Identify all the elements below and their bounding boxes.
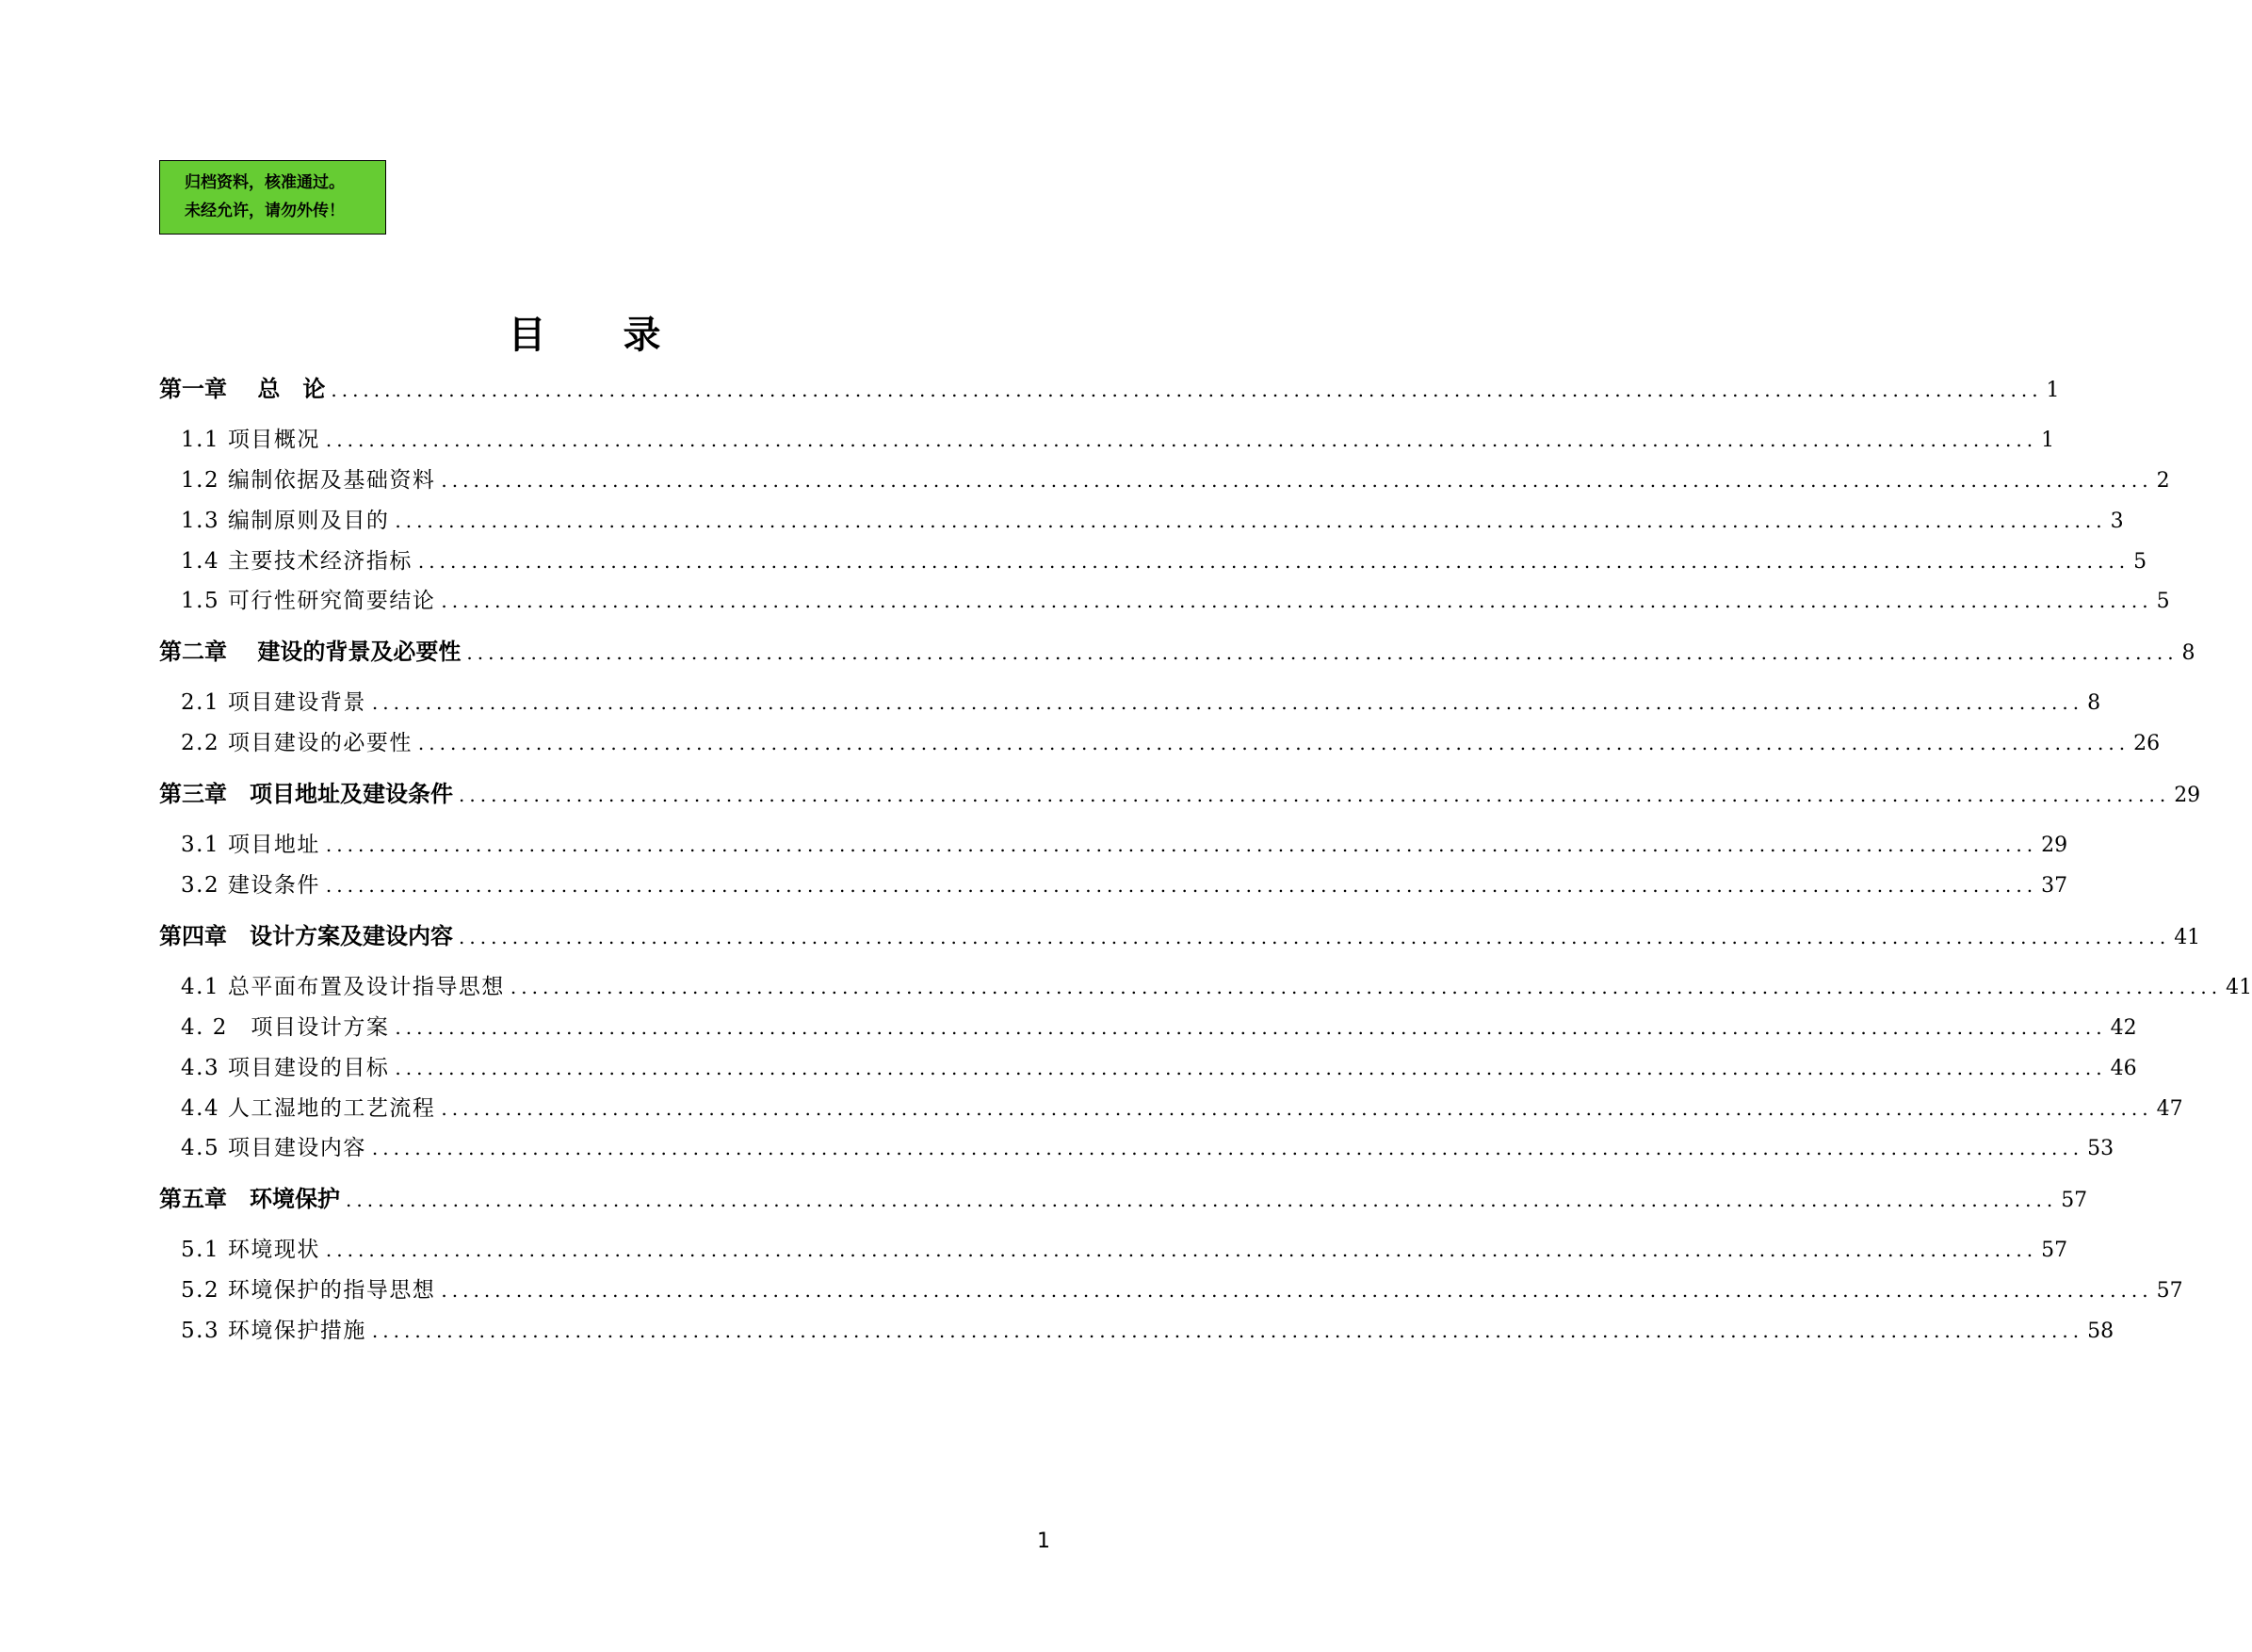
toc-dot-leader: ................................................................................................................................................................ — [325, 1239, 2038, 1261]
toc-entry-page: 2 — [2156, 469, 2170, 493]
toc-dot-leader: ................................................................................................................................................................ — [417, 550, 2130, 573]
stamp-line-1: 归档资料，核准通过。 — [185, 173, 345, 192]
toc-entry-label: 2.1 项目建设背景 — [181, 690, 366, 715]
toc-entry-page: 41 — [2226, 976, 2252, 999]
toc-chapter-entry — [159, 373, 2060, 405]
toc-dot-leader: ................................................................................................................................................................ — [441, 1097, 2153, 1120]
toc-dot-leader: ................................................................................................................................................................ — [441, 590, 2153, 612]
toc-entry-label: 第二章 建设的背景及必要性 — [159, 639, 462, 665]
toc-dot-leader: ................................................................................................................................................................ — [325, 429, 2038, 451]
toc-dot-leader: ................................................................................................................................................................ — [441, 1279, 2153, 1302]
toc-section-entry — [181, 1274, 2183, 1306]
toc-dot-leader: ................................................................................................................................................................ — [441, 469, 2153, 492]
toc-entry-label: 4. 2 项目设计方案 — [181, 1015, 390, 1040]
toc-section-entry — [181, 687, 2101, 719]
toc-chapter-entry — [159, 778, 2201, 810]
toc-entry-label: 1.1 项目概况 — [181, 428, 320, 452]
toc-entry-page: 37 — [2041, 874, 2068, 898]
toc-entry-page: 42 — [2110, 1016, 2137, 1040]
toc-entry-page: 57 — [2061, 1189, 2088, 1212]
toc-entry-label: 2.2 项目建设的必要性 — [181, 731, 413, 755]
toc-entry-label: 4.5 项目建设内容 — [181, 1136, 366, 1160]
toc-entry-page: 29 — [2041, 834, 2068, 857]
toc-section-entry — [181, 1093, 2183, 1125]
stamp-line-2: 未经允许，请勿外传！ — [185, 202, 345, 220]
toc-dot-leader: ................................................................................................................................................................ — [395, 510, 2107, 532]
toc-dot-leader: ................................................................................................................................................................ — [371, 691, 2084, 714]
toc-entry-label: 3.2 建设条件 — [181, 873, 320, 898]
toc-section-entry — [181, 464, 2170, 496]
toc-entry-label: 4.1 总平面布置及设计指导思想 — [181, 975, 505, 999]
toc-section-entry — [181, 505, 2124, 537]
toc-entry-label: 5.1 环境现状 — [181, 1238, 320, 1262]
toc-dot-leader: ................................................................................................................................................................ — [371, 1320, 2084, 1342]
toc-entry-page: 5 — [2156, 590, 2170, 613]
toc-entry-page: 53 — [2087, 1137, 2114, 1160]
toc-section-entry — [181, 869, 2068, 901]
toc-entry-label: 第一章 总 论 — [159, 376, 326, 402]
toc-entry-label: 1.5 可行性研究简要结论 — [181, 589, 436, 613]
toc-section-entry — [181, 1234, 2068, 1266]
toc-entry-label: 第五章 环境保护 — [159, 1186, 340, 1212]
toc-dot-leader: ................................................................................................................................................................ — [395, 1016, 2107, 1039]
toc-section-entry — [181, 424, 2055, 456]
toc-entry-label: 5.2 环境保护的指导思想 — [181, 1278, 436, 1303]
toc-chapter-entry — [159, 920, 2201, 952]
toc-entry-page: 5 — [2133, 550, 2147, 574]
toc-section-entry — [181, 585, 2170, 617]
toc-dot-leader: ................................................................................................................................................................ — [466, 641, 2179, 664]
toc-dot-leader: ................................................................................................................................................................ — [395, 1057, 2107, 1079]
toc-entry-page: 1 — [2041, 429, 2055, 452]
toc-section-entry — [181, 1315, 2114, 1347]
toc-entry-page: 26 — [2133, 732, 2161, 755]
toc-title-char-1: 目 — [508, 314, 546, 357]
toc-dot-leader: ................................................................................................................................................................ — [346, 1189, 2058, 1211]
toc-entry-label: 5.3 环境保护措施 — [181, 1319, 366, 1343]
toc-section-entry — [181, 1132, 2114, 1164]
toc-section-entry — [181, 545, 2147, 577]
toc-entry-page: 1 — [2046, 379, 2060, 402]
toc-dot-leader: ................................................................................................................................................................ — [417, 732, 2130, 754]
toc-entry-page: 3 — [2110, 510, 2124, 533]
toc-entry-page: 47 — [2156, 1097, 2183, 1121]
toc-entry-label: 1.4 主要技术经济指标 — [181, 549, 413, 574]
toc-dot-leader: ................................................................................................................................................................ — [325, 834, 2038, 856]
toc-section-entry — [181, 971, 2252, 1003]
toc-section-entry — [181, 727, 2161, 759]
page-number: 1 — [1037, 1530, 1050, 1553]
toc-entry-page: 8 — [2181, 641, 2195, 665]
toc-section-entry — [181, 1052, 2137, 1084]
toc-chapter-entry — [159, 1183, 2088, 1215]
toc-entry-label: 1.3 编制原则及目的 — [181, 509, 390, 533]
toc-dot-leader: ................................................................................................................................................................ — [331, 379, 2043, 401]
toc-entry-label: 3.1 项目地址 — [181, 833, 320, 857]
toc-dot-leader: ................................................................................................................................................................ — [459, 784, 2171, 806]
toc-entry-page: 41 — [2174, 926, 2201, 949]
toc-dot-leader: ................................................................................................................................................................ — [510, 976, 2223, 998]
toc-entry-page: 57 — [2156, 1279, 2183, 1303]
toc-entry-label: 4.4 人工湿地的工艺流程 — [181, 1096, 436, 1121]
toc-entry-page: 46 — [2110, 1057, 2137, 1080]
toc-entry-label: 1.2 编制依据及基础资料 — [181, 468, 436, 493]
toc-entry-label: 4.3 项目建设的目标 — [181, 1056, 390, 1080]
toc-entry-page: 8 — [2087, 691, 2101, 715]
toc-title-char-2: 录 — [623, 314, 661, 357]
toc-dot-leader: ................................................................................................................................................................ — [371, 1137, 2084, 1159]
toc-entry-label: 第四章 设计方案及建设内容 — [159, 923, 453, 949]
toc-section-entry — [181, 829, 2068, 861]
toc-dot-leader: ................................................................................................................................................................ — [325, 874, 2038, 897]
toc-dot-leader: ................................................................................................................................................................ — [459, 926, 2171, 948]
toc-entry-page: 29 — [2174, 784, 2201, 807]
toc-entry-label: 第三章 项目地址及建设条件 — [159, 781, 453, 807]
toc-entry-page: 57 — [2041, 1239, 2068, 1262]
toc-section-entry — [181, 1012, 2137, 1044]
toc-entry-page: 58 — [2087, 1320, 2114, 1343]
toc-chapter-entry — [159, 636, 2195, 668]
